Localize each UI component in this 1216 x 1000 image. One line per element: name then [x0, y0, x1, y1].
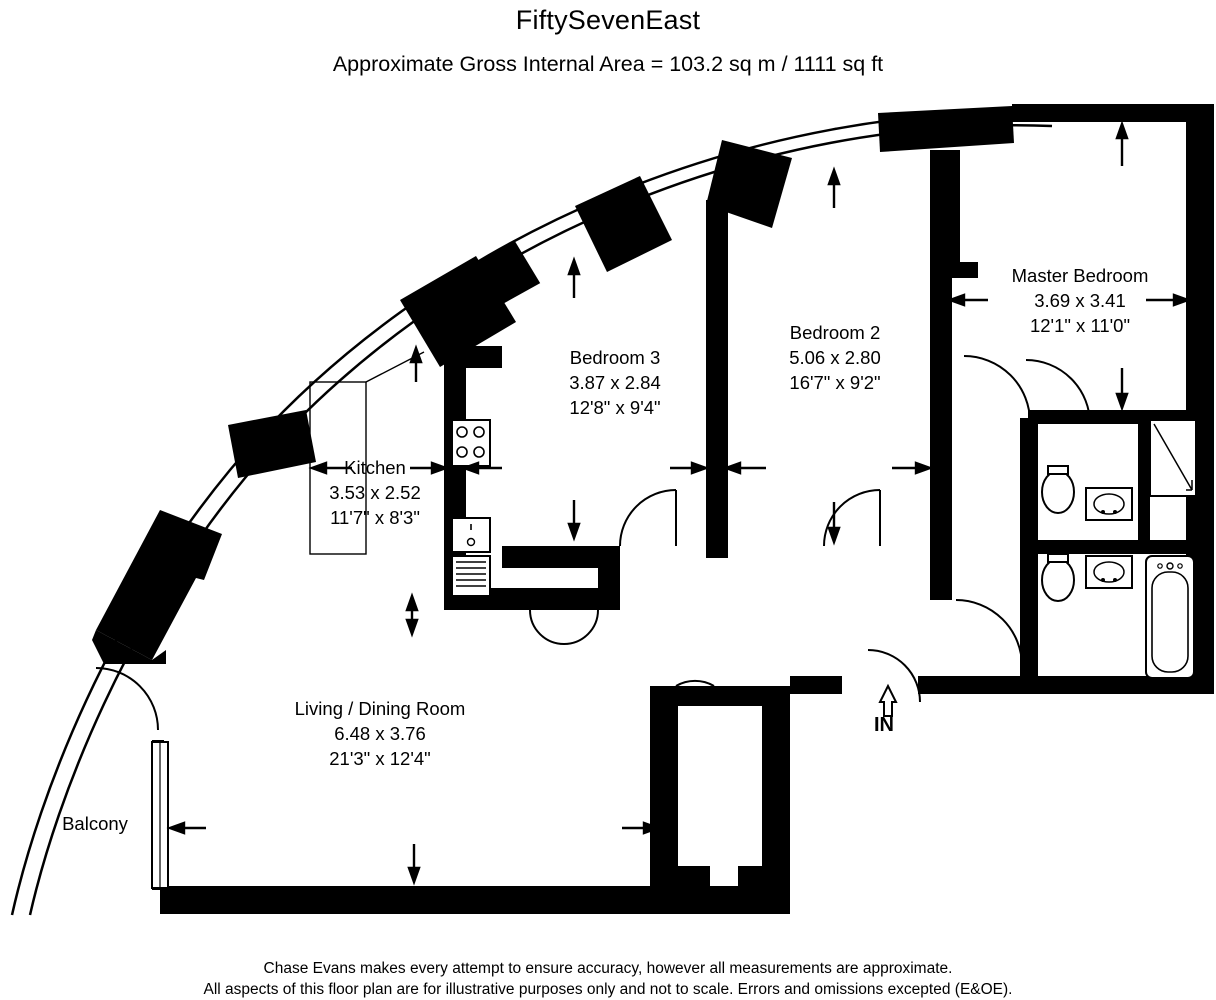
ensuite-fittings: [1042, 420, 1196, 520]
page-title: FiftySevenEast: [515, 5, 701, 35]
room-imperial: 12'1" x 11'0": [1029, 315, 1131, 336]
disclaimer-line-2: All aspects of this floor plan are for illustrative purposes only and not to scale. Errors and omissions excepted (E&OE).: [203, 981, 1013, 998]
room-name: Master Bedroom: [1011, 265, 1149, 286]
room-imperial: 11'7" x 8'3": [330, 507, 420, 528]
room-name: Kitchen: [344, 457, 406, 478]
room-label-master-bedroom: [985, 263, 1175, 338]
room-metric: 3.69 x 3.41: [1034, 290, 1126, 311]
room-name: Bedroom 3: [569, 347, 661, 368]
room-name: Bedroom 2: [789, 322, 881, 343]
room-imperial: 16'7" x 9'2": [789, 372, 881, 393]
room-label-bedroom3: [520, 345, 710, 420]
area-subtitle: Approximate Gross Internal Area = 103.2 sq m / 1111 sq ft: [332, 52, 884, 76]
room-label-bedroom2: [740, 320, 930, 395]
room-imperial: 21'3" x 12'4": [329, 748, 431, 769]
room-label-kitchen: [290, 455, 460, 530]
disclaimer-line-1: Chase Evans makes every attempt to ensure accuracy, however all measurements are approximate.: [263, 960, 953, 977]
room-metric: 3.53 x 2.52: [329, 482, 421, 503]
room-label-living-dining: [268, 696, 492, 771]
room-metric: 6.48 x 3.76: [334, 723, 426, 744]
room-name: Living / Dining Room: [294, 698, 466, 719]
room-metric: 5.06 x 2.80: [789, 347, 881, 368]
room-name: Balcony: [62, 813, 128, 834]
room-imperial: 12'8" x 9'4": [569, 397, 661, 418]
room-metric: 3.87 x 2.84: [569, 372, 661, 393]
entrance-label: IN: [874, 714, 894, 736]
balcony-curve: [12, 112, 1060, 915]
room-label-balcony: [30, 811, 160, 836]
internal-walls: [444, 150, 1198, 886]
bathroom-fittings: [1042, 554, 1194, 678]
